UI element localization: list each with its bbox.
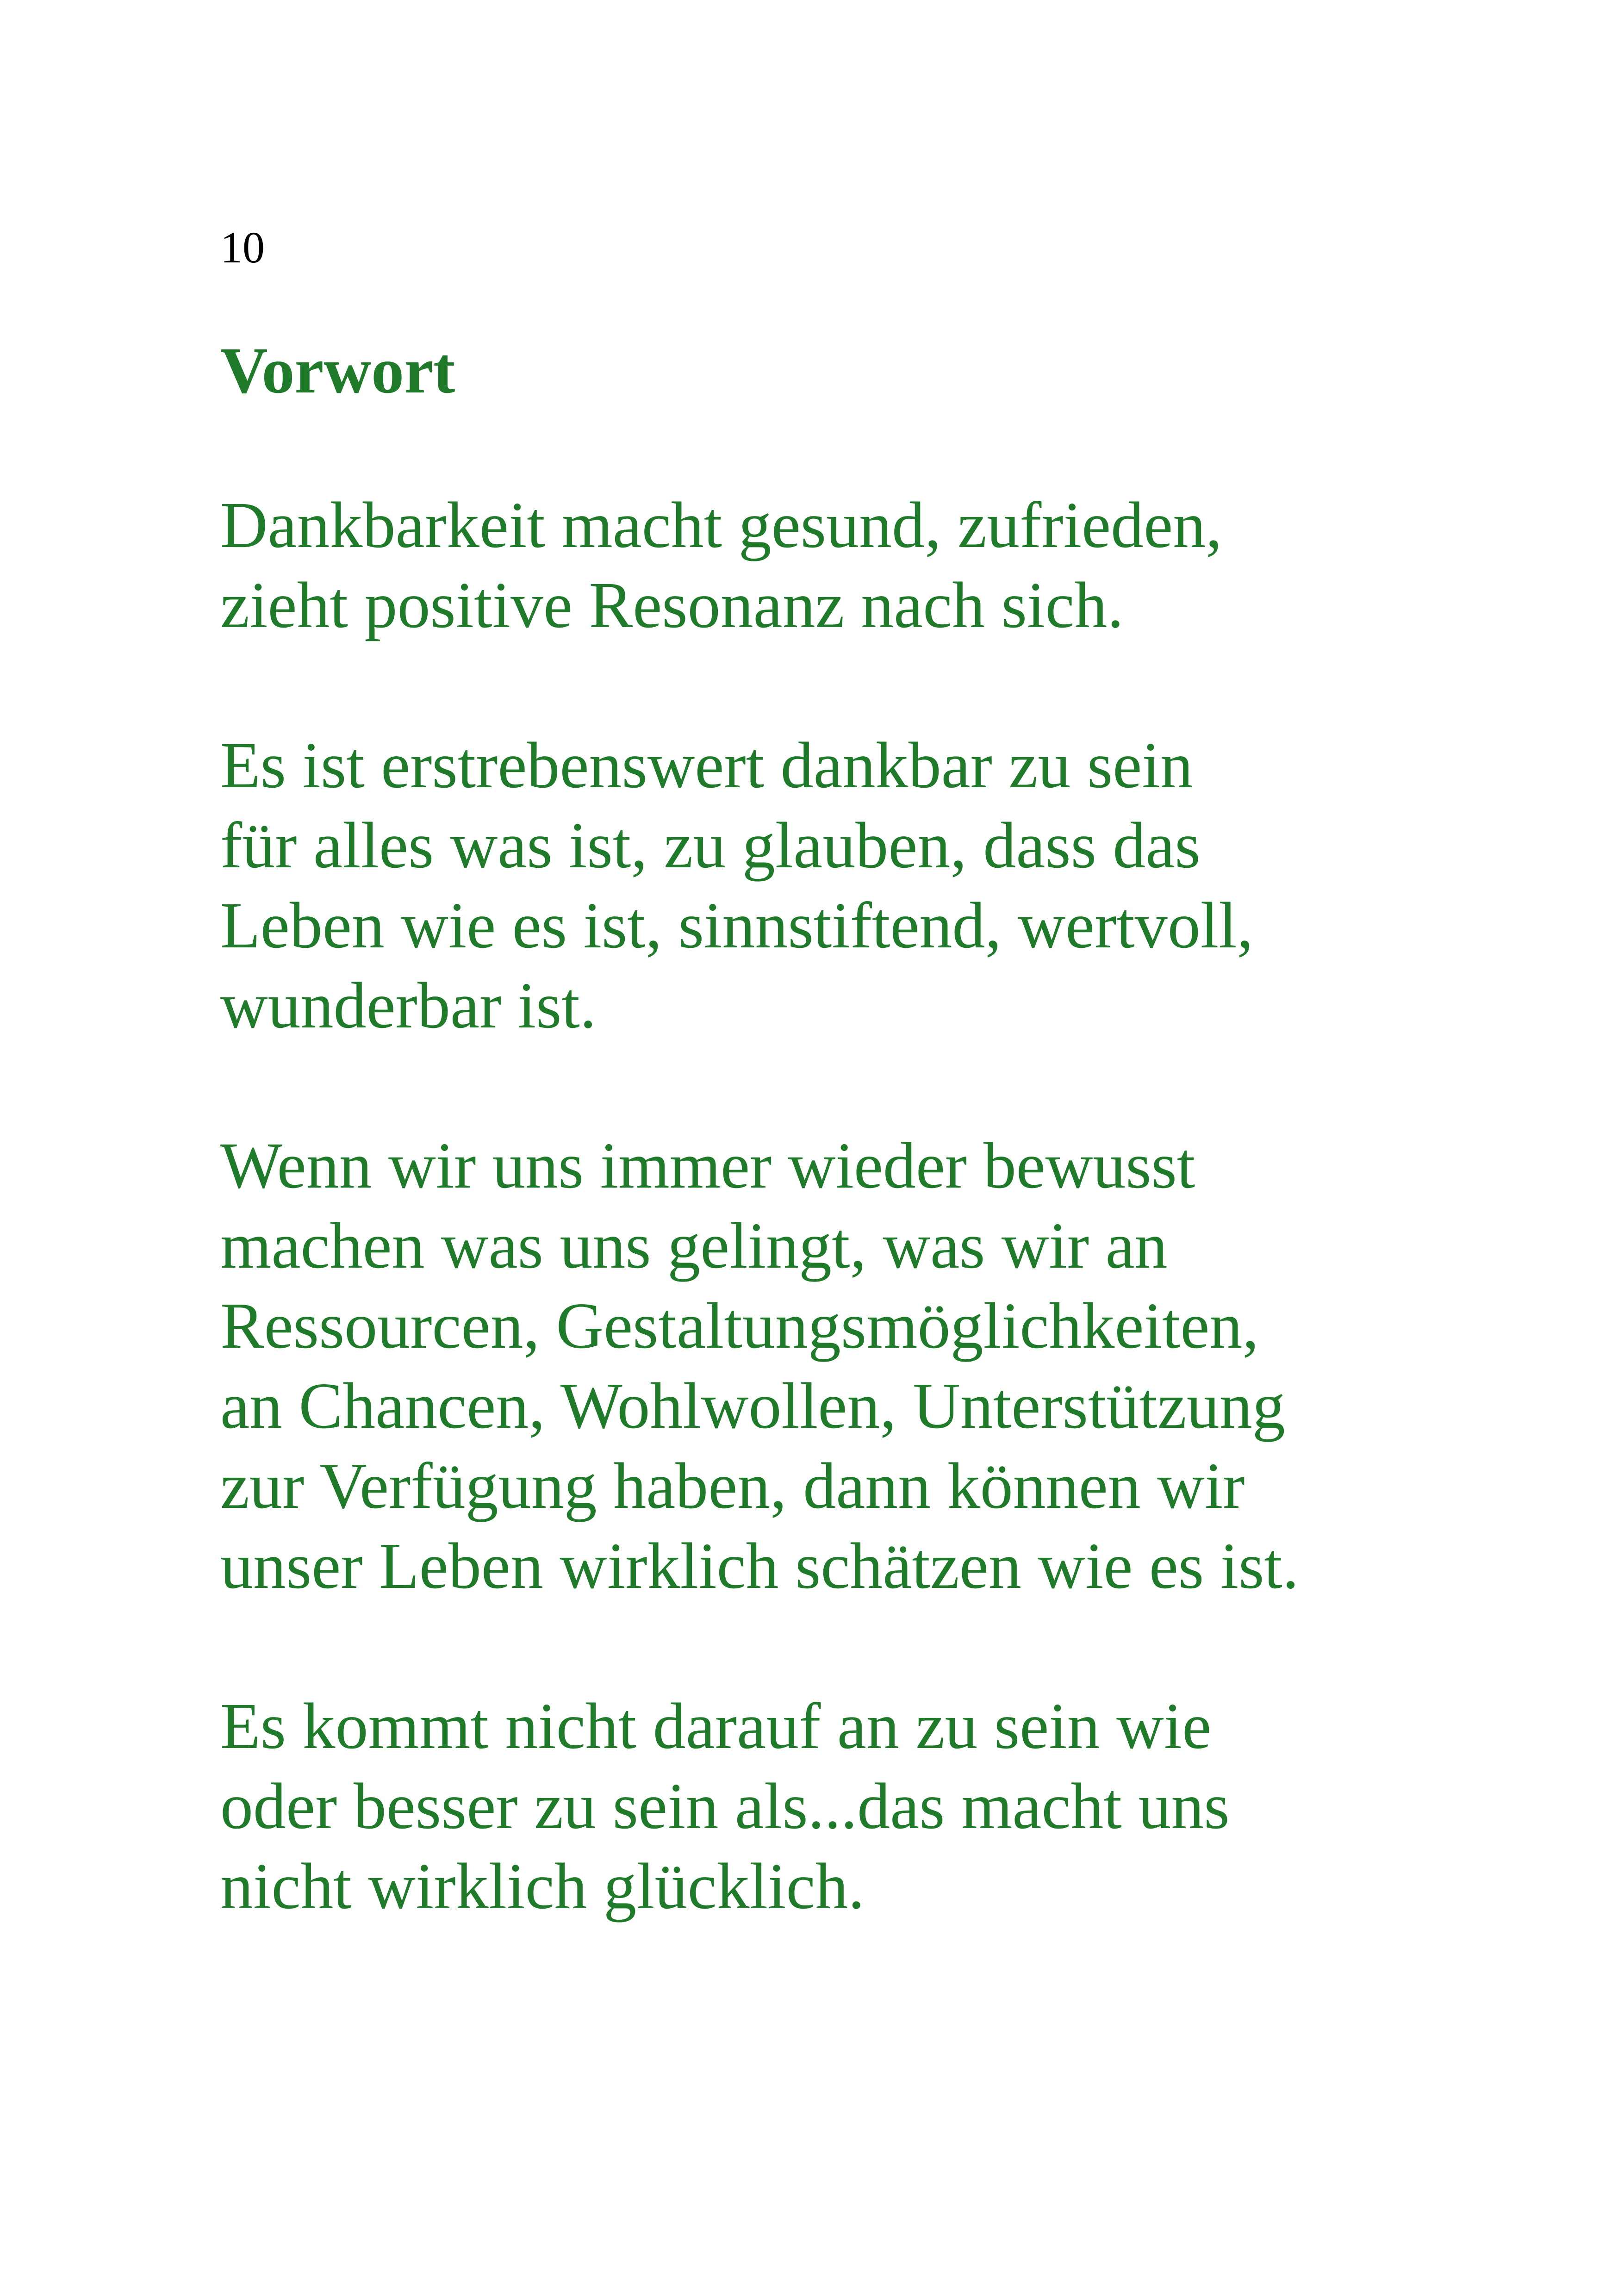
text-line: zur Verfügung haben, dann können wir xyxy=(220,1449,1245,1522)
page-number: 10 xyxy=(220,223,265,272)
text-line: Es kommt nicht darauf an zu sein wie xyxy=(220,1689,1212,1762)
text-line: nicht wirklich glücklich. xyxy=(220,1849,865,1923)
paragraph-2 xyxy=(220,725,1562,1045)
paragraph-1 xyxy=(220,485,1562,645)
paragraph-spacer xyxy=(220,1606,1562,1686)
paragraph-4 xyxy=(220,1686,1562,1926)
text-line: machen was uns gelingt, was wir an xyxy=(220,1209,1168,1282)
text-line: Leben wie es ist, sinnstiftend, wertvoll, xyxy=(220,889,1254,962)
text-line: Dankbarkeit macht gesund, zufrieden, xyxy=(220,488,1222,561)
text-line: zieht positive Resonanz nach sich. xyxy=(220,568,1124,641)
paragraph-spacer xyxy=(220,1045,1562,1126)
text-line: wunderbar ist. xyxy=(220,969,597,1042)
paragraph-spacer xyxy=(220,645,1562,725)
text-line: an Chancen, Wohlwollen, Unterstützung xyxy=(220,1369,1285,1442)
paragraph-3 xyxy=(220,1126,1562,1606)
text-line: oder besser zu sein als...das macht uns xyxy=(220,1769,1230,1842)
text-line: für alles was ist, zu glauben, dass das xyxy=(220,809,1201,882)
text-line: Ressourcen, Gestaltungsmöglichkeiten, xyxy=(220,1289,1259,1362)
chapter-title: Vorwort xyxy=(220,334,455,407)
page-content xyxy=(220,324,1562,1926)
text-line: Es ist erstrebenswert dankbar zu sein xyxy=(220,728,1193,802)
text-line: Wenn wir uns immer wieder bewusst xyxy=(220,1129,1195,1202)
title-spacer xyxy=(220,417,1562,485)
text-line: unser Leben wirklich schätzen wie es ist. xyxy=(220,1529,1299,1602)
